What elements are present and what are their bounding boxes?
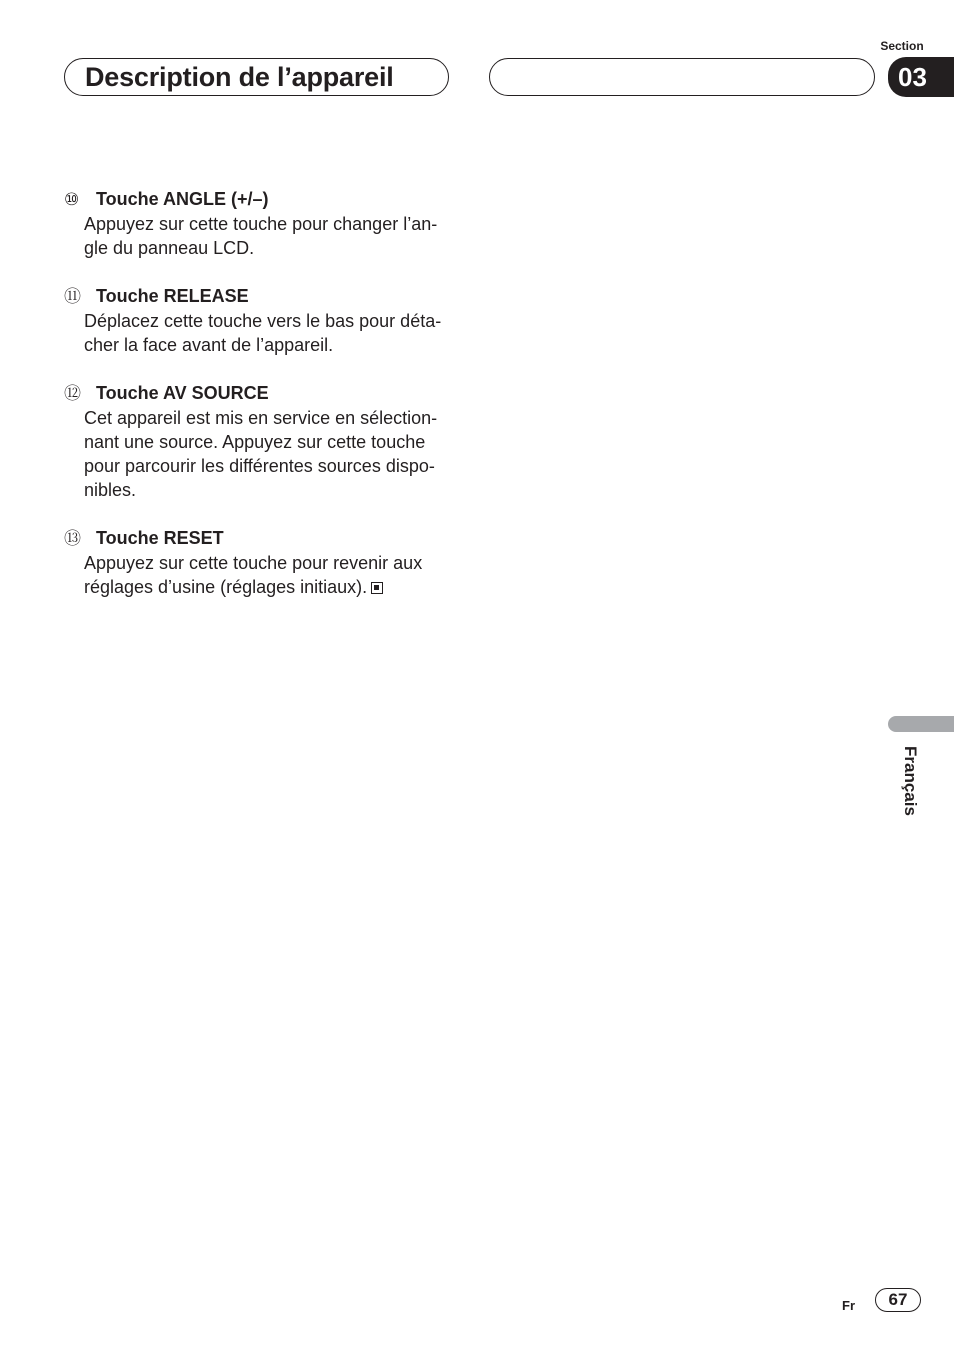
description-line: pour parcourir les différentes sources dispo- bbox=[84, 456, 435, 476]
description-line: cher la face avant de l’appareil. bbox=[84, 335, 334, 355]
description-line-text: réglages d’usine (réglages initiaux). bbox=[84, 577, 368, 597]
description-line: Cet appareil est mis en service en sélection- bbox=[84, 408, 438, 428]
item-title: Touche RELEASE bbox=[96, 286, 249, 306]
item-number: ⑩ bbox=[64, 190, 80, 209]
description-line: Appuyez sur cette touche pour revenir aux bbox=[84, 553, 423, 573]
item-title: Touche RESET bbox=[96, 528, 224, 548]
item-heading bbox=[64, 381, 456, 406]
section-label: Section bbox=[880, 39, 924, 53]
item-description bbox=[84, 406, 456, 502]
language-label: Français bbox=[901, 746, 920, 816]
header-right-box bbox=[489, 58, 875, 96]
page-number-box bbox=[875, 1288, 921, 1312]
item-heading bbox=[64, 187, 456, 212]
description-line: nant une source. Appuyez sur cette touche bbox=[84, 432, 426, 452]
description-line: gle du panneau LCD. bbox=[84, 238, 255, 258]
item-list bbox=[64, 187, 456, 623]
item-title: Touche ANGLE (+/–) bbox=[96, 189, 269, 209]
item-number: ⑫ bbox=[64, 384, 81, 403]
item-description bbox=[84, 551, 456, 599]
header-title-box bbox=[64, 58, 449, 96]
item-title: Touche AV SOURCE bbox=[96, 383, 269, 403]
description-line: nibles. bbox=[84, 480, 137, 500]
end-of-section-square-icon bbox=[371, 582, 383, 594]
item-description bbox=[84, 309, 456, 357]
list-item bbox=[64, 526, 456, 599]
item-heading bbox=[64, 526, 456, 551]
item-description bbox=[84, 212, 456, 260]
footer-language-code: Fr bbox=[842, 1298, 855, 1313]
list-item bbox=[64, 284, 456, 357]
description-line: Déplacez cette touche vers le bas pour déta- bbox=[84, 311, 442, 331]
description-line-last bbox=[84, 575, 456, 599]
section-number: 03 bbox=[898, 62, 927, 92]
list-item bbox=[64, 187, 456, 260]
language-tab-marker bbox=[888, 716, 954, 732]
section-tab bbox=[888, 57, 954, 97]
item-heading bbox=[64, 284, 456, 309]
page-title: Description de l’appareil bbox=[85, 62, 394, 92]
list-item bbox=[64, 381, 456, 502]
item-number: ⑪ bbox=[64, 287, 81, 306]
item-number: ⑬ bbox=[64, 529, 81, 548]
page-number: 67 bbox=[888, 1290, 908, 1309]
description-line: Appuyez sur cette touche pour changer l’an- bbox=[84, 214, 438, 234]
